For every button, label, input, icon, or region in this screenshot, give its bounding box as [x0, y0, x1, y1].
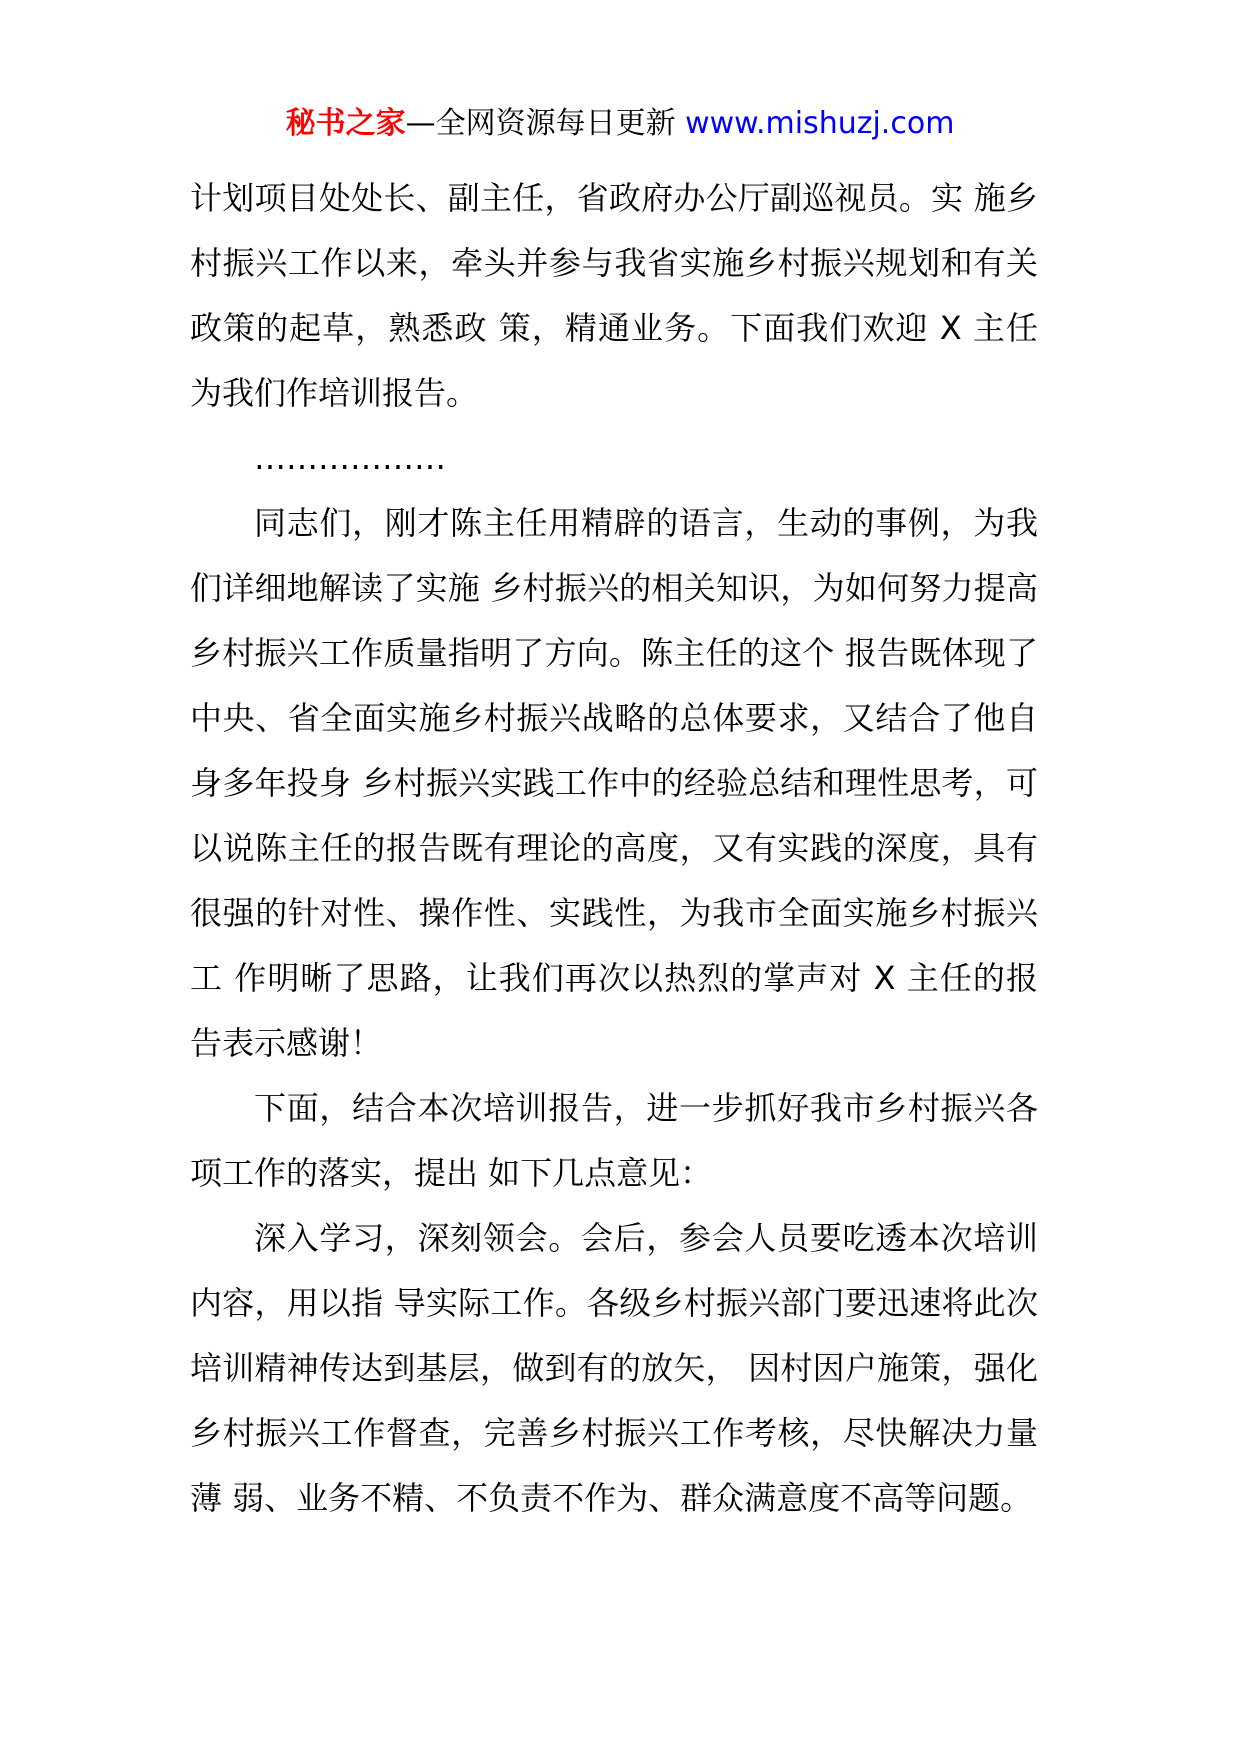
paragraph-opinions-intro: 下面，结合本次培训报告，进一步抓好我市乡村振兴各项工作的落实，提出 如下几点意见：	[190, 1089, 1038, 1192]
site-brand: 秘书之家	[285, 106, 406, 141]
site-header	[0, 104, 1240, 144]
paragraph-summary: 同志们，刚才陈主任用精辟的语言，生动的事例，为我们详细地解读了实施 乡村振兴的相关知识，为如何努力提高乡村振兴工作质量指明了方向。陈主任的这个 报告既体现了中央、省全面实施乡村振兴战略的总体要求，又结合了他自身多年投身 乡村振兴实践工作中的经验总结和理性思考，可以说陈主任的报告既有理论的高度，又有实践的深度，具有很强的针对性、操作性、实践性，为我市全面实施乡村振兴工 作明晰了思路，让我们再次以热烈的掌声对 X 主任的报告表示感谢！	[190, 504, 1038, 1062]
site-url-link[interactable]: www.mishuzj.com	[675, 106, 955, 141]
paragraph-continued-intro: 计划项目处处长、副主任，省政府办公厅副巡视员。实 施乡村振兴工作以来，牵头并参与我省实施乡村振兴规划和有关政策的起草，熟悉政 策，精通业务。下面我们欢迎 X 主任为我们作培训报告。	[190, 179, 1038, 412]
paragraph-ellipsis: ………………	[254, 439, 446, 477]
site-slogan: —全网资源每日更新	[405, 106, 676, 141]
document-body	[190, 166, 1038, 1531]
paragraph-study-deeply: 深入学习，深刻领会。会后，参会人员要吃透本次培训内容，用以指 导实际工作。各级乡村振兴部门要迅速将此次培训精神传达到基层，做到有的放矢， 因村因户施策，强化乡村振兴工作督查，完善乡村振兴工作考核，尽快解决力量薄 弱、业务不精、不负责不作为、群众满意度不高等问题。	[190, 1219, 1038, 1517]
